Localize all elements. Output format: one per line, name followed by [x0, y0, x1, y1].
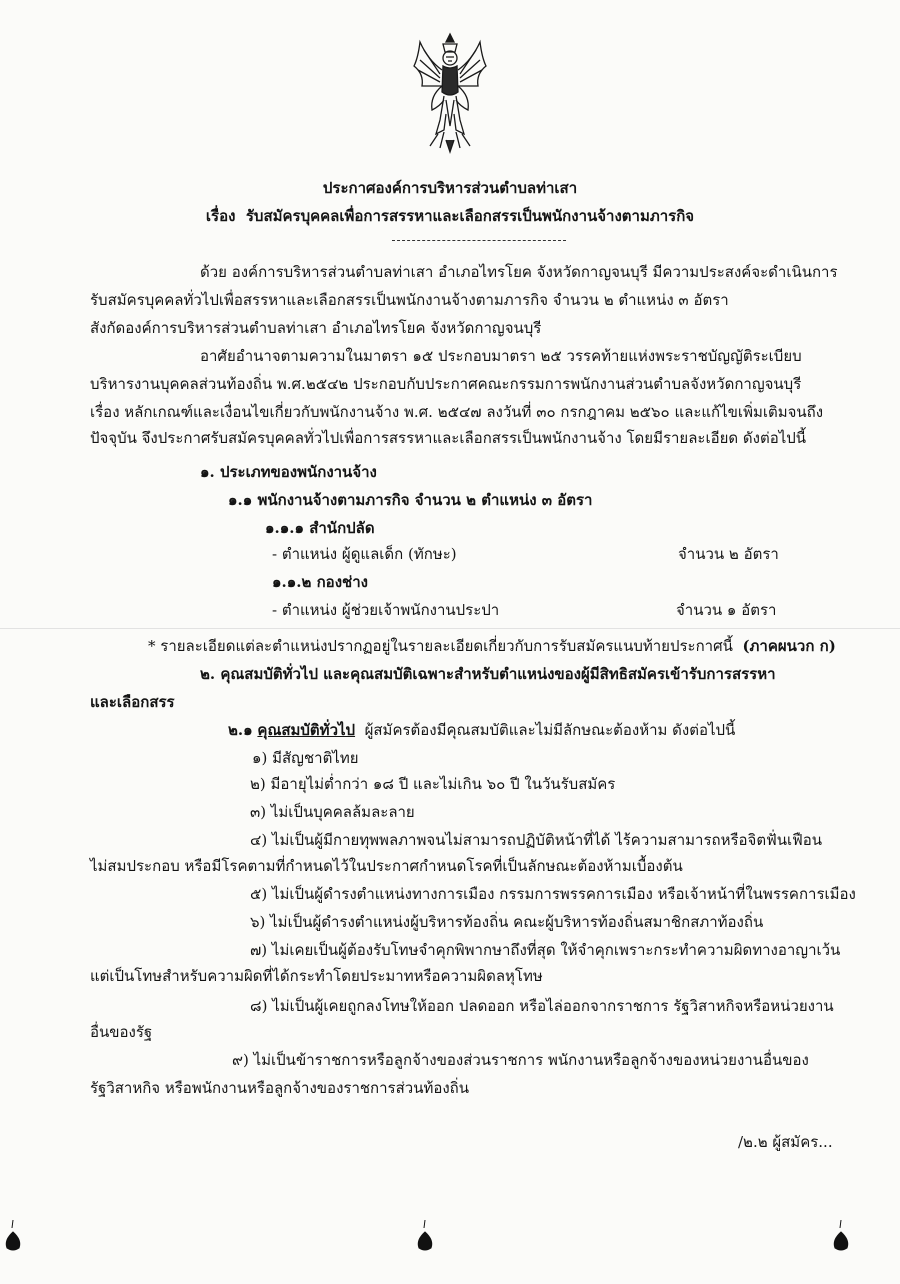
qualification-8-line1: ๘) ไม่เป็นผู้เคยถูกลงโทษให้ออก ปลดออก หรือไล่ออกจากราชการ รัฐวิสาหกิจหรือหน่วยงาน [250, 997, 834, 1015]
section2-1-text: ผู้สมัครต้องมีคุณสมบัติและไม่มีลักษณะต้องห้าม ดังต่อไปนี้ [364, 721, 736, 739]
scan-divider [0, 628, 900, 629]
position2: - ตำแหน่ง ผู้ช่วยเจ้าพนักงานประปา [272, 601, 500, 619]
intro-p2-line1: อาศัยอำนาจตามความในมาตรา ๑๕ ประกอบมาตรา ๒๕ วรรคท้ายแห่งพระราชบัญญัติระเบียบ [200, 347, 802, 365]
qualification-4-line2: ไม่สมประกอบ หรือมีโรคตามที่กำหนดไว้ในประกาศกำหนดโรคที่เป็นลักษณะต้องห้ามเบื้องต้น [90, 857, 683, 875]
intro-p1-line1: ด้วย องค์การบริหารส่วนตำบลท่าเสา อำเภอไทรโยค จังหวัดกาญจนบุรี มีความประสงค์จะดำเนินการ [200, 263, 838, 281]
intro-p1-line3: สังกัดองค์การบริหารส่วนตำบลท่าเสา อำเภอไทรโยค จังหวัดกาญจนบุรี [90, 319, 542, 337]
intro-p2-line2: บริหารงานบุคคลส่วนท้องถิ่น พ.ศ.๒๕๔๒ ประกอบกับประกาศคณะกรรมการพนักงานส่วนตำบลจังหวัดกาญจนบุรี [90, 375, 802, 393]
qualification-2: ๒) มีอายุไม่ต่ำกว่า ๑๘ ปี และไม่เกิน ๖๐ ปี ในวันรับสมัคร [250, 775, 616, 793]
qualification-5: ๕) ไม่เป็นผู้ดำรงตำแหน่งทางการเมือง กรรมการพรรคการเมือง หรือเจ้าหน้าที่ในพรรคการเมือง [250, 885, 856, 903]
qualification-7-line1: ๗) ไม่เคยเป็นผู้ต้องรับโทษจำคุกพิพากษาถึงที่สุด ให้จำคุกเพราะกระทำความผิดทางอาญาเว้น [250, 941, 841, 959]
section2-1-number: ๒.๑ [228, 721, 253, 739]
org-title: ประกาศองค์การบริหารส่วนตำบลท่าเสา [322, 179, 578, 197]
appendix-note [148, 636, 836, 656]
unit2-heading: ๑.๑.๒ กองช่าง [272, 573, 368, 591]
continued-note: /๒.๒ ผู้สมัคร... [738, 1133, 833, 1151]
section1-sub: ๑.๑ พนักงานจ้างตามภารกิจ จำนวน ๒ ตำแหน่ง ๓ อัตรา [228, 491, 593, 509]
binder-mark-icon [414, 1218, 436, 1254]
binder-mark-icon [830, 1218, 852, 1254]
appendix-ref: (ภาคผนวก ก) [742, 637, 836, 655]
unit1-heading: ๑.๑.๑ สำนักปลัด [265, 519, 375, 537]
section2-1-title: คุณสมบัติทั่วไป [257, 721, 356, 739]
garuda-emblem-icon [410, 30, 490, 155]
qualification-4-line1: ๔) ไม่เป็นผู้มีกายทุพพลภาพจนไม่สามารถปฏิบัติหน้าที่ได้ ไร้ความสามารถหรือจิตฟั่นเฟือน [250, 831, 822, 849]
position1-count: จำนวน ๒ อัตรา [678, 545, 779, 563]
qualification-8-line2: อื่นของรัฐ [90, 1023, 153, 1041]
qualification-7-line2: แต่เป็นโทษสำหรับความผิดที่ได้กระทำโดยประมาทหรือความผิดลหุโทษ [90, 967, 543, 985]
section2-1-line [228, 720, 735, 740]
section1-heading: ๑. ประเภทของพนักงานจ้าง [200, 463, 377, 481]
intro-p2-line3: เรื่อง หลักเกณฑ์และเงื่อนไขเกี่ยวกับพนักงานจ้าง พ.ศ. ๒๕๔๗ ลงวันที่ ๓๐ กรกฎาคม ๒๕๖๐ และแก้ไขเพิ่มเติมจนถึง [90, 403, 824, 421]
qualification-6: ๖) ไม่เป็นผู้ดำรงตำแหน่งผู้บริหารท้องถิ่น คณะผู้บริหารท้องถิ่นสมาชิกสภาท้องถิ่น [250, 913, 764, 931]
qualification-3: ๓) ไม่เป็นบุคคลล้มละลาย [250, 803, 415, 821]
position1: - ตำแหน่ง ผู้ดูแลเด็ก (ทักษะ) [272, 545, 457, 563]
section2-heading-line2: และเลือกสรร [90, 693, 175, 711]
intro-p1-line2: รับสมัครบุคคลทั่วไปเพื่อสรรหาและเลือกสรรเป็นพนักงานจ้างตามภารกิจ จำนวน ๒ ตำแหน่ง ๓ อัตรา [90, 291, 729, 309]
appendix-note-text: * รายละเอียดแต่ละตำแหน่งปรากฏอยู่ในรายละเอียดเกี่ยวกับการรับสมัครแนบท้ายประกาศนี้ [148, 637, 733, 655]
intro-p2-line4: ปัจจุบัน จึงประกาศรับสมัครบุคคลทั่วไปเพื่อการสรรหาและเลือกสรรเป็นพนักงานจ้าง โดยมีรายละเอียด ดังต่อไปนี้ [90, 429, 807, 447]
qualification-9-line2: รัฐวิสาหกิจ หรือพนักงานหรือลูกจ้างของราชการส่วนท้องถิ่น [90, 1079, 469, 1097]
binder-mark-icon [2, 1218, 24, 1254]
qualification-1: ๑) มีสัญชาติไทย [252, 749, 359, 767]
qualification-9-line1: ๙) ไม่เป็นข้าราชการหรือลูกจ้างของส่วนราชการ พนักงานหรือลูกจ้างของหน่วยงานอื่นของ [232, 1051, 809, 1069]
section2-heading-line1: ๒. คุณสมบัติทั่วไป และคุณสมบัติเฉพาะสำหรับตำแหน่งของผู้มีสิทธิสมัครเข้ารับการสรรหา [200, 665, 776, 683]
subject-label: เรื่อง [205, 207, 236, 225]
title-divider [392, 240, 566, 241]
subject-line [0, 206, 900, 226]
subject-text: รับสมัครบุคคลเพื่อการสรรหาและเลือกสรรเป็นพนักงานจ้างตามภารกิจ [245, 207, 695, 225]
position2-count: จำนวน ๑ อัตรา [676, 601, 777, 619]
